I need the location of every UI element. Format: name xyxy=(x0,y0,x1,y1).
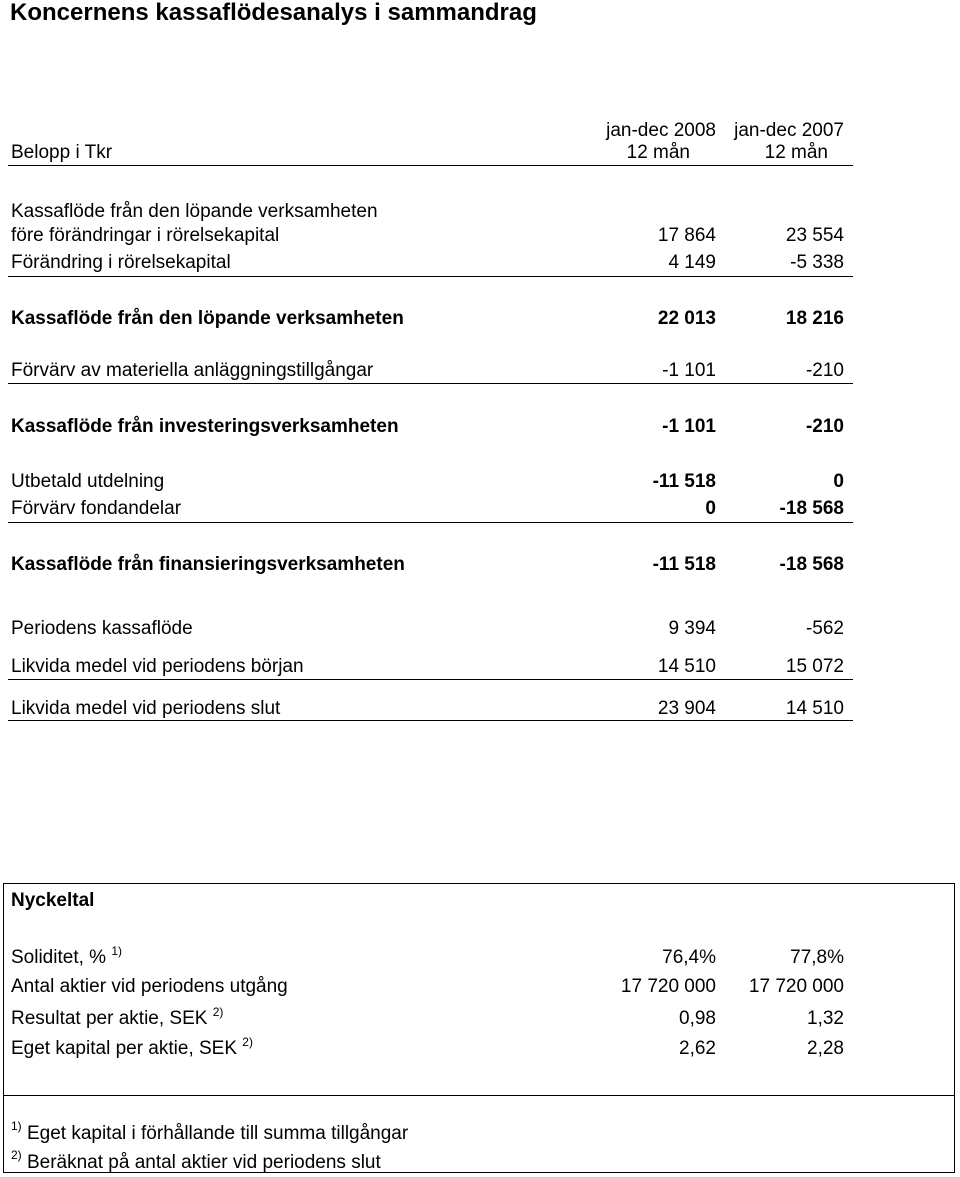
col2-months-header: 12 mån xyxy=(764,142,828,163)
row-value-2008: 0 xyxy=(705,498,716,519)
row-value-2008: 17 864 xyxy=(657,225,716,246)
row-rule xyxy=(8,276,853,277)
keyfigure-value-2008: 0,98 xyxy=(679,1008,716,1029)
footnote-text: Eget kapital i förhållande till summa tillgångar xyxy=(26,1123,409,1144)
keyfigure-label-text: Antal aktier vid periodens utgång xyxy=(11,976,288,997)
col1-months-header: 12 mån xyxy=(626,142,690,163)
keyfigure-value-2008: 76,4% xyxy=(662,947,716,968)
amount-unit-label: Belopp i Tkr xyxy=(11,142,113,163)
keyfigure-value-2007: 1,32 xyxy=(807,1008,844,1029)
row-label: Likvida medel vid periodens början xyxy=(11,656,304,677)
row-label: Kassaflöde från den löpande verksamheten xyxy=(11,201,378,222)
row-label: Periodens kassaflöde xyxy=(11,618,193,639)
keyfigure-label xyxy=(11,975,288,999)
subtotal-label: Kassaflöde från finansieringsverksamheten xyxy=(11,554,405,575)
subtotal-value-2007: 18 216 xyxy=(785,308,844,329)
keyfigure-label xyxy=(11,1007,223,1031)
subtotal-value-2007: -210 xyxy=(805,416,844,437)
footnote-mark: 1) xyxy=(111,944,122,958)
row-rule xyxy=(8,383,853,384)
row-label: Förvärv av materiella anläggningstillgångar xyxy=(11,360,374,381)
row-value-2008: -11 518 xyxy=(652,471,716,492)
row-value-2007: 23 554 xyxy=(785,225,844,246)
row-value-2007: 15 072 xyxy=(785,656,844,677)
subtotal-value-2008: -11 518 xyxy=(652,554,716,575)
row-value-2008: -1 101 xyxy=(662,360,716,381)
row-label: Utbetald utdelning xyxy=(11,471,165,492)
footnote-mark: 1) xyxy=(11,1119,22,1133)
keyfigure-value-2007: 17 720 000 xyxy=(748,976,844,997)
keyfigure-value-2008: 2,62 xyxy=(679,1038,716,1059)
row-value-2007: -562 xyxy=(805,618,844,639)
row-label: Likvida medel vid periodens slut xyxy=(11,698,281,719)
subtotal-label: Kassaflöde från den löpande verksamheten xyxy=(11,308,404,329)
footnote-divider xyxy=(3,1095,955,1096)
keyfigure-label xyxy=(11,1037,253,1061)
keyfigures-heading: Nyckeltal xyxy=(11,890,95,911)
row-label: Förvärv fondandelar xyxy=(11,498,182,519)
row-value-2007: -5 338 xyxy=(790,252,844,273)
footnote xyxy=(11,1119,409,1146)
row-rule xyxy=(8,522,853,523)
subtotal-value-2008: -1 101 xyxy=(662,416,716,437)
row-rule xyxy=(8,679,853,680)
footnote-text: Beräknat på antal aktier vid periodens slut xyxy=(26,1152,381,1173)
header-rule xyxy=(8,165,853,166)
footnote xyxy=(11,1148,381,1175)
row-value-2007: 14 510 xyxy=(785,698,844,719)
keyfigure-label xyxy=(11,946,122,970)
row-value-2007: 0 xyxy=(833,471,844,492)
row-value-2008: 4 149 xyxy=(668,252,716,273)
row-value-2007: -18 568 xyxy=(779,498,844,519)
row-label: Förändring i rörelsekapital xyxy=(11,252,231,273)
row-rule xyxy=(8,720,853,721)
row-value-2008: 14 510 xyxy=(657,656,716,677)
row-value-2008: 23 904 xyxy=(657,698,716,719)
row-value-2007: -210 xyxy=(805,360,844,381)
keyfigure-label-text: Eget kapital per aktie, SEK xyxy=(11,1038,238,1059)
footnote-mark: 2) xyxy=(11,1148,22,1162)
keyfigure-value-2007: 2,28 xyxy=(807,1038,844,1059)
row-label: före förändringar i rörelsekapital xyxy=(11,225,280,246)
footnote-mark: 2) xyxy=(212,1005,224,1019)
keyfigure-value-2008: 17 720 000 xyxy=(620,976,716,997)
subtotal-value-2008: 22 013 xyxy=(657,308,716,329)
keyfigure-value-2007: 77,8% xyxy=(790,947,844,968)
row-value-2008: 9 394 xyxy=(668,618,716,639)
col2-period-header: jan-dec 2007 xyxy=(734,120,844,141)
page-title: Koncernens kassaflödesanalys i sammandrag xyxy=(10,0,537,26)
subtotal-label: Kassaflöde från investeringsverksamheten xyxy=(11,416,399,437)
keyfigure-label-text: Soliditet, % xyxy=(11,947,107,968)
footnote-mark: 2) xyxy=(242,1035,253,1049)
subtotal-value-2007: -18 568 xyxy=(779,554,844,575)
keyfigure-label-text: Resultat per aktie, SEK xyxy=(11,1008,208,1029)
col1-period-header: jan-dec 2008 xyxy=(606,120,716,141)
